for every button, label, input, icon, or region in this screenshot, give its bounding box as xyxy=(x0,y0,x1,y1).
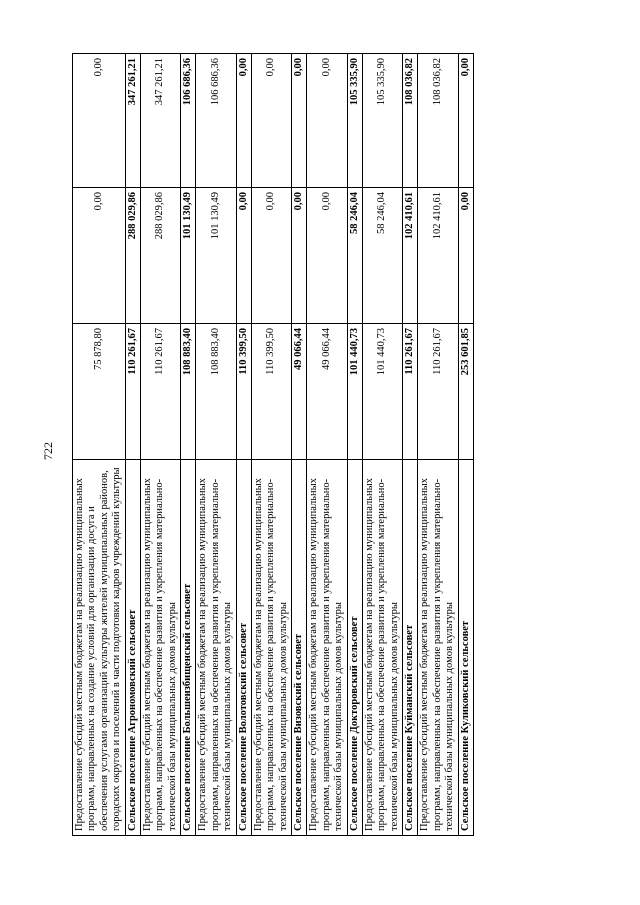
purpose-row xyxy=(307,54,347,836)
value-2022-cell: 0,00 xyxy=(73,188,126,324)
value-2023-cell: 0,00 xyxy=(292,54,307,188)
purpose-row xyxy=(140,54,180,836)
budget-table-body xyxy=(73,54,474,836)
value-2023-cell: 108 036,82 xyxy=(403,54,418,188)
value-2021-cell: 110 261,67 xyxy=(125,324,140,460)
value-2022-cell: 288 029,86 xyxy=(140,188,180,324)
settlement-row xyxy=(125,54,140,836)
rotated-table-container xyxy=(72,56,577,836)
value-2022-cell: 58 246,04 xyxy=(347,188,362,324)
purpose-row xyxy=(251,54,291,836)
settlement-row xyxy=(347,54,362,836)
page-number: 722 xyxy=(41,442,55,460)
settlement-row xyxy=(292,54,307,836)
value-2022-cell: 101 130,49 xyxy=(181,188,196,324)
value-2021-cell: 75 878,80 xyxy=(73,324,126,460)
budget-table xyxy=(72,53,474,836)
value-2023-cell: 106 686,36 xyxy=(181,54,196,188)
description-cell: Предоставление субсидий местным бюджетам на реализацию муниципальных программ, направленных на обеспечение развития и укрепления материально-технической базы муниципальных домов культуры xyxy=(418,460,458,836)
value-2021-cell: 110 261,67 xyxy=(140,324,180,460)
value-2021-cell: 110 261,67 xyxy=(418,324,458,460)
value-2023-cell: 347 261,21 xyxy=(125,54,140,188)
value-2021-cell: 108 883,40 xyxy=(196,324,236,460)
value-2022-cell: 58 246,04 xyxy=(362,188,402,324)
description-cell: Сельское поселение Докторовский сельсовет xyxy=(347,460,362,836)
value-2023-cell: 0,00 xyxy=(251,54,291,188)
settlement-row xyxy=(458,54,473,836)
value-2021-cell: 253 601,85 xyxy=(458,324,473,460)
value-2022-cell: 102 410,61 xyxy=(418,188,458,324)
value-2022-cell: 102 410,61 xyxy=(403,188,418,324)
description-cell: Предоставление субсидий местным бюджетам на реализацию муниципальных программ, направленных на обеспечение развития и укрепления материально-технической базы муниципальных домов культуры xyxy=(196,460,236,836)
purpose-row xyxy=(362,54,402,836)
value-2021-cell: 110 399,50 xyxy=(251,324,291,460)
value-2023-cell: 105 335,90 xyxy=(347,54,362,188)
description-cell: Сельское поселение Агрономовский сельсовет xyxy=(125,460,140,836)
description-cell: Сельское поселение Волотовский сельсовет xyxy=(236,460,251,836)
value-2023-cell: 347 261,21 xyxy=(140,54,180,188)
value-2021-cell: 108 883,40 xyxy=(181,324,196,460)
value-2021-cell: 49 066,44 xyxy=(307,324,347,460)
value-2023-cell: 0,00 xyxy=(458,54,473,188)
value-2021-cell: 101 440,73 xyxy=(347,324,362,460)
value-2021-cell: 110 261,67 xyxy=(403,324,418,460)
settlement-row xyxy=(403,54,418,836)
description-cell: Предоставление субсидий местным бюджетам на реализацию муниципальных программ, направленных на создание условий для организации досуга и обеспечения услугами организаций культуры жителей муниципальных районов, городских округов и поселений в части подготовки кадров учреждений культуры xyxy=(73,460,126,836)
value-2022-cell: 101 130,49 xyxy=(196,188,236,324)
settlement-row xyxy=(236,54,251,836)
value-2023-cell: 105 335,90 xyxy=(362,54,402,188)
value-2023-cell: 108 036,82 xyxy=(418,54,458,188)
settlement-row xyxy=(181,54,196,836)
value-2023-cell: 106 686,36 xyxy=(196,54,236,188)
description-cell: Предоставление субсидий местным бюджетам на реализацию муниципальных программ, направленных на обеспечение развития и укрепления материально-технической базы муниципальных домов культуры xyxy=(140,460,180,836)
purpose-row xyxy=(196,54,236,836)
description-cell: Сельское поселение Куликовский сельсовет xyxy=(458,460,473,836)
description-cell: Предоставление субсидий местным бюджетам на реализацию муниципальных программ, направленных на обеспечение развития и укрепления материально-технической базы муниципальных домов культуры xyxy=(307,460,347,836)
description-cell: Сельское поселение Визовский сельсовет xyxy=(292,460,307,836)
value-2022-cell: 288 029,86 xyxy=(125,188,140,324)
value-2022-cell: 0,00 xyxy=(458,188,473,324)
description-cell: Предоставление субсидий местным бюджетам на реализацию муниципальных программ, направленных на обеспечение развития и укрепления материально-технической базы муниципальных домов культуры xyxy=(251,460,291,836)
value-2023-cell: 0,00 xyxy=(236,54,251,188)
value-2021-cell: 101 440,73 xyxy=(362,324,402,460)
value-2022-cell: 0,00 xyxy=(292,188,307,324)
purpose-row xyxy=(418,54,458,836)
purpose-row xyxy=(73,54,126,836)
description-cell: Сельское поселение Куйманский сельсовет xyxy=(403,460,418,836)
value-2022-cell: 0,00 xyxy=(251,188,291,324)
value-2022-cell: 0,00 xyxy=(307,188,347,324)
value-2021-cell: 49 066,44 xyxy=(292,324,307,460)
value-2021-cell: 110 399,50 xyxy=(236,324,251,460)
value-2023-cell: 0,00 xyxy=(73,54,126,188)
value-2023-cell: 0,00 xyxy=(307,54,347,188)
description-cell: Предоставление субсидий местным бюджетам на реализацию муниципальных программ, направленных на обеспечение развития и укрепления материально-технической базы муниципальных домов культуры xyxy=(362,460,402,836)
value-2022-cell: 0,00 xyxy=(236,188,251,324)
description-cell: Сельское поселение Большеизбищенский сельсовет xyxy=(181,460,196,836)
